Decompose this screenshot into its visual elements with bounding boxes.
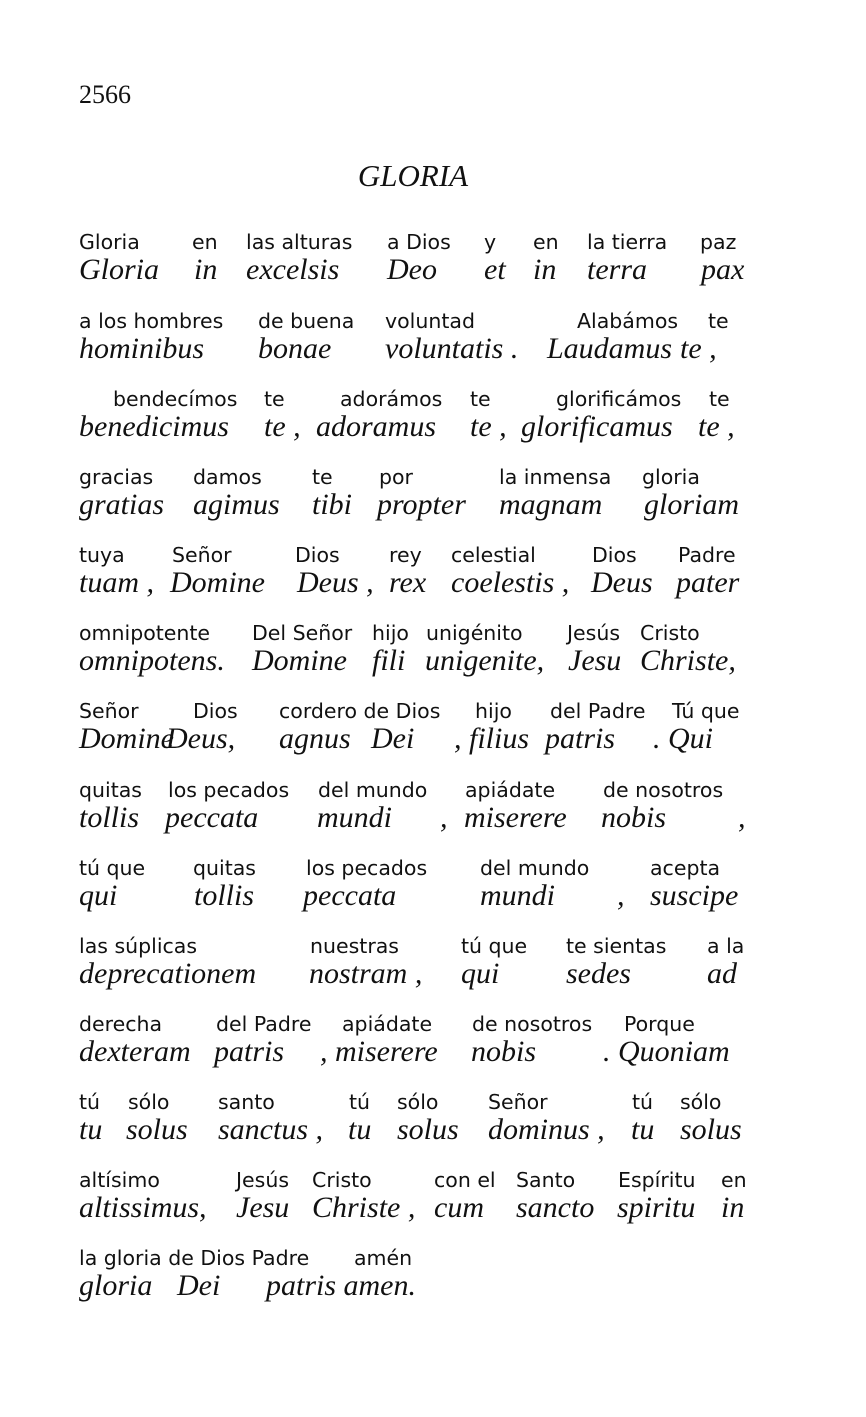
spanish-gloss-word: gracias [79,465,154,489]
spanish-gloss-word: Jesús [236,1168,290,1192]
latin-word: voluntatis . [385,332,519,365]
spanish-gloss-word: Cristo [640,621,700,645]
latin-word: agnus [279,722,351,755]
spanish-gloss-word: y [484,230,497,254]
spanish-gloss-word: rey [389,543,422,567]
spanish-gloss-word: en [192,230,218,254]
spanish-gloss-word: Dios [193,699,238,723]
latin-word: deprecationem [79,957,257,990]
latin-word: Dei [177,1269,221,1302]
spanish-gloss-word: paz [700,230,737,254]
spanish-gloss-word: apiádate [465,778,556,802]
spanish-gloss-word: celestial [451,543,536,567]
latin-word: Domine [170,566,265,599]
spanish-gloss-word: apiádate [342,1012,433,1036]
latin-word: omnipotens. [79,644,225,677]
latin-word: tu [79,1113,103,1146]
spanish-gloss-word: Santo [516,1168,576,1192]
latin-word: sedes [566,957,631,990]
latin-word: , miserere [320,1035,438,1068]
latin-word: nostram , [309,957,423,990]
latin-word: tollis [194,879,255,912]
verse-line [0,1012,866,1092]
latin-word: tu [631,1113,655,1146]
spanish-gloss-word: Cristo [312,1168,372,1192]
latin-word: propter [377,488,466,521]
latin-word: Gloria [79,253,160,286]
latin-word: bonae [258,332,332,365]
latin-word: dominus , [488,1113,605,1146]
latin-word: qui [79,879,118,912]
latin-word: magnam [499,488,603,521]
spanish-gloss-word: a la [707,934,745,958]
latin-word: Jesu [236,1191,290,1224]
latin-word: gloria [79,1269,153,1302]
spanish-gloss-word: en [721,1168,747,1192]
spanish-gloss-word: sólo [680,1090,722,1114]
spanish-gloss-word: sólo [128,1090,170,1114]
spanish-gloss-word: Tú que [672,699,740,723]
spanish-gloss-word: los pecados [168,778,290,802]
spanish-gloss-word: tú que [79,856,146,880]
latin-word: patris [545,722,616,755]
latin-word: Deus , [297,566,374,599]
spanish-gloss-word: gloria [642,465,700,489]
spanish-gloss-word: Gloria [79,230,140,254]
spanish-gloss-word: acepta [650,856,721,880]
latin-word: miserere [464,801,567,834]
spanish-gloss-word: a Dios [387,230,451,254]
spanish-gloss-word: del mundo [318,778,428,802]
spanish-gloss-word: glorificámos [556,387,682,411]
latin-word: Dei [371,722,415,755]
latin-word: suscipe [650,879,739,912]
latin-word: tollis [79,801,140,834]
latin-word: terra [587,253,647,286]
verse-line [0,230,866,310]
latin-word: excelsis [246,253,340,286]
spanish-gloss-word: Del Señor [252,621,353,645]
latin-word: in [721,1191,745,1224]
spanish-gloss-word: las alturas [246,230,353,254]
latin-word: , filius [454,722,530,755]
spanish-gloss-word: te sientas [566,934,667,958]
latin-word: . Quoniam [603,1035,730,1068]
spanish-gloss-word: hijo [475,699,512,723]
spanish-gloss-word: de nosotros [472,1012,593,1036]
spanish-gloss-word: la gloria de Dios Padre [79,1246,310,1270]
latin-word: coelestis , [451,566,570,599]
latin-word: rex [389,566,427,599]
spanish-gloss-word: Padre [678,543,736,567]
verse-line [0,543,866,623]
spanish-gloss-word: los pecados [306,856,428,880]
latin-word: et [484,253,506,286]
spanish-gloss-word: tú que [461,934,528,958]
verse-line [0,309,866,389]
verse-line [0,856,866,936]
spanish-gloss-word: tú [349,1090,371,1114]
latin-word: Christe , [312,1191,416,1224]
latin-word: patris [214,1035,285,1068]
spanish-gloss-word: Dios [592,543,637,567]
spanish-gloss-word: por [379,465,413,489]
latin-word: glorificamus [521,410,673,443]
latin-word: in [194,253,218,286]
latin-word: Domine [252,644,347,677]
spanish-gloss-word: las súplicas [79,934,198,958]
latin-word: nobis [471,1035,537,1068]
latin-word: pax [701,253,745,286]
spanish-gloss-word: cordero de Dios [279,699,441,723]
spanish-gloss-word: amén [354,1246,413,1270]
latin-word: cum [434,1191,484,1224]
spanish-gloss-word: a los hombres [79,309,224,333]
latin-word: Domine [79,722,174,755]
latin-word: Deo [387,253,437,286]
latin-word: fili [372,644,406,677]
spanish-gloss-word: te [470,387,491,411]
spanish-gloss-word: Señor [172,543,232,567]
latin-word: te , [680,332,717,365]
latin-word: dexteram [79,1035,191,1068]
latin-word: te , [698,410,735,443]
spanish-gloss-word: adorámos [340,387,443,411]
latin-word: altissimus, [79,1191,207,1224]
latin-word: Deus, [166,722,236,755]
latin-word: benedicimus [79,410,229,443]
spanish-gloss-word: Espíritu [618,1168,696,1192]
latin-word: , [440,801,448,834]
latin-word: sancto [516,1191,595,1224]
latin-word: tibi [312,488,353,521]
spanish-gloss-word: la inmensa [499,465,612,489]
latin-word: spiritu [617,1191,696,1224]
spanish-gloss-word: de buena [258,309,355,333]
latin-word: te , [264,410,301,443]
latin-word: sanctus , [218,1113,323,1146]
verse-line [0,387,866,467]
verse-line [0,778,866,858]
spanish-gloss-word: unigénito [426,621,523,645]
spanish-gloss-word: voluntad [385,309,475,333]
spanish-gloss-word: del mundo [480,856,590,880]
latin-word: ad [707,957,737,990]
latin-word: gloriam [644,488,740,521]
verse-line [0,1168,866,1248]
spanish-gloss-word: bendecímos [113,387,238,411]
verse-line [0,934,866,1014]
spanish-gloss-word: Jesús [567,621,621,645]
spanish-gloss-word: nuestras [310,934,399,958]
latin-word: , [738,801,746,834]
latin-word: tu [348,1113,372,1146]
page-number: 2566 [79,80,131,109]
latin-word: Christe, [640,644,736,677]
spanish-gloss-word: quitas [79,778,142,802]
spanish-gloss-word: tuya [79,543,125,567]
spanish-gloss-word: Porque [624,1012,695,1036]
latin-word: qui [461,957,500,990]
latin-word: peccata [165,801,259,834]
spanish-gloss-word: del Padre [550,699,646,723]
latin-word: unigenite, [425,644,545,677]
latin-word: pater [676,566,740,599]
latin-word: hominibus [79,332,205,365]
page-title: GLORIA [357,158,469,193]
latin-word: . Qui [653,722,713,755]
spanish-gloss-word: omnipotente [79,621,211,645]
spanish-gloss-word: te [709,387,730,411]
spanish-gloss-word: en [533,230,559,254]
latin-word: Laudamus [547,332,673,365]
spanish-gloss-word: damos [193,465,262,489]
spanish-gloss-word: te [264,387,285,411]
spanish-gloss-word: Señor [488,1090,548,1114]
spanish-gloss-word: te [708,309,729,333]
latin-word: solus [680,1113,742,1146]
spanish-gloss-word: Señor [79,699,139,723]
verse-line [0,465,866,545]
spanish-gloss-word: derecha [79,1012,163,1036]
latin-word: gratias [79,488,165,521]
latin-word: agimus [193,488,280,521]
verse-line [0,699,866,779]
latin-word: peccata [303,879,397,912]
latin-word: , [617,879,625,912]
spanish-gloss-word: de nosotros [603,778,724,802]
spanish-gloss-word: Alabámos [577,309,679,333]
spanish-gloss-word: la tierra [587,230,668,254]
latin-word: tuam , [79,566,154,599]
spanish-gloss-word: sólo [397,1090,439,1114]
spanish-gloss-word: con el [434,1168,496,1192]
latin-word: Jesu [568,644,622,677]
verse-line [0,1090,866,1170]
latin-word: mundi [480,879,555,912]
spanish-gloss-word: altísimo [79,1168,160,1192]
spanish-gloss-word: hijo [372,621,409,645]
spanish-gloss-word: santo [218,1090,275,1114]
spanish-gloss-word: tú [79,1090,101,1114]
latin-word: Deus [591,566,653,599]
latin-word: in [533,253,557,286]
latin-word: solus [126,1113,188,1146]
latin-word: nobis [601,801,667,834]
latin-word: adoramus [316,410,437,443]
latin-word: solus [397,1113,459,1146]
latin-word: mundi [317,801,392,834]
verse-line [0,621,866,701]
verse-line [0,1246,866,1326]
latin-word: te , [470,410,507,443]
spanish-gloss-word: del Padre [216,1012,312,1036]
spanish-gloss-word: tú [632,1090,654,1114]
spanish-gloss-word: Dios [295,543,340,567]
latin-word: patris amen. [266,1269,416,1302]
spanish-gloss-word: quitas [193,856,256,880]
spanish-gloss-word: te [312,465,333,489]
